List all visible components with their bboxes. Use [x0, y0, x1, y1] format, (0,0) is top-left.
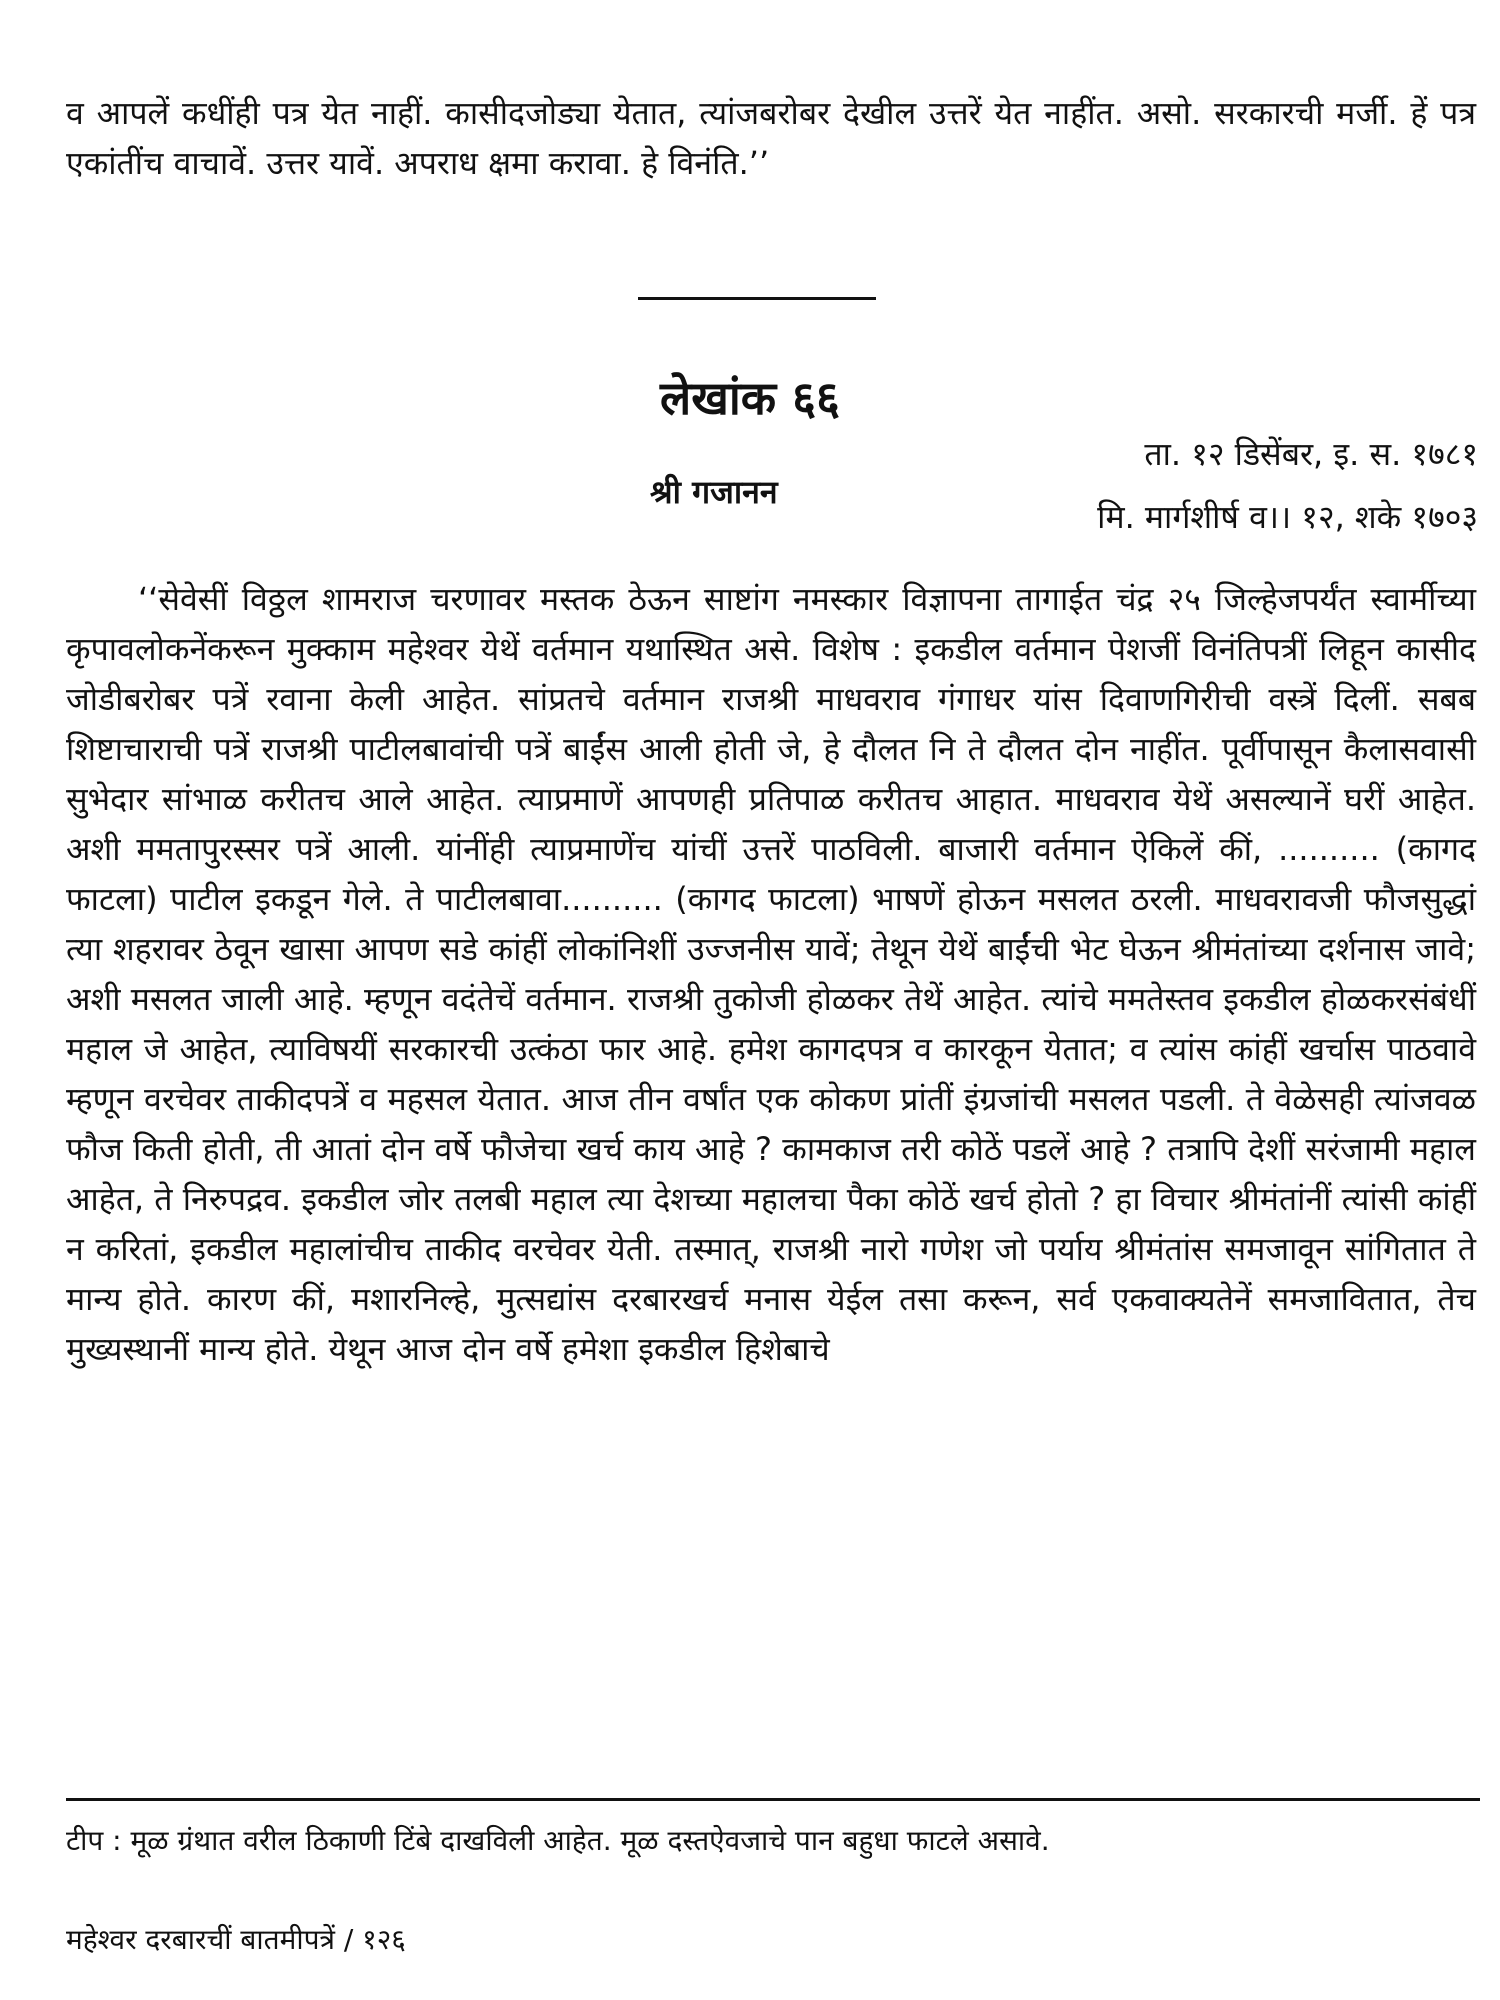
- invocation-text: श्री गजानन: [650, 473, 778, 511]
- letter-body-text: ‘‘सेवेसीं विठ्ठल शामराज चरणावर मस्तक ठेऊन साष्टांग नमस्कार विज्ञापना तागाईत चंद्र २५ जिल्हेजपर्यंत स्वार्मीच्या कृपावलोकनेंकरून मुक्काम महेश्वर येथें वर्तमान यथास्थित असे. विशेष : इकडील वर्तमान पेशजीं विनंतिपत्रीं लिहून कासीद जोडीबरोबर पत्रें रवाना केली आहेत. सांप्रतचे वर्तमान राजश्री माधवराव गंगाधर यांस दिवाणगिरीची वस्त्रें दिलीं. सबब शिष्टाचाराची पत्रें राजश्री पाटीलबावांची पत्रें बाईंस आली होती जे, हे दौलत नि ते दौलत दोन नाहींत. पूर्वीपासून कैलासवासी सुभेदार सांभाळ करीतच आले आहेत. त्याप्रमाणें आपणही प्रतिपाळ करीतच आहात. माधवराव येथें असल्यानें घरीं आहेत. अशी ममतापुरस्सर पत्रें आली. यांनींही त्याप्रमाणेंच यांचीं उत्तरें पाठविली. बाजारी वर्तमान ऐकिलें कीं, .......... (कागद फाटला) पाटील इकडून गेले. ते पाटीलबावा.......... (कागद फाटला) भाषणें होऊन मसलत ठरली. माधवरावजी फौजसुद्धां त्या शहरावर ठेवून खासा आपण सडे कांहीं लोकांनिशीं उज्जनीस यावें; तेथून येथें बाईंची भेट घेऊन श्रीमंतांच्या दर्शनास जावे; अशी मसलत जाली आहे. म्हणून वदंतेचें वर्तमान. राजश्री तुकोजी होळकर तेथें आहेत. त्यांचे ममतेस्तव इकडील होळकरसंबंधीं महाल जे आहेत, त्याविषयीं सरकारची उत्कंठा फार आहे. हमेश कागदपत्र व कारकून येतात; व त्यांस कांहीं खर्चास पाठवावे म्हणून वरचेवर ताकीदपत्रें व महसल येतात. आज तीन वर्षांत एक कोकण प्रांतीं इंग्रजांची मसलत पडली. ते वेळेसही त्यांजवळ फौज किती होती, ती आतां दोन वर्षे फौजेचा खर्च काय आहे ? कामकाज तरी कोठें पडलें आहे ? तत्रापि देशीं सरंजामी महाल आहेत, ते निरुपद्रव. इकडील जोर तलबी महाल त्या देशच्या महालचा पैका कोठें खर्च होतो ? हा विचार श्रीमंतांनीं त्यांसी कांहीं न करितां, इकडील महालांचीच ताकीद वरचेवर येती. तस्मात्, राजश्री नारो गणेश जो पर्याय श्रीमंतांस समजावून सांगितात ते मान्य होते. कारण कीं, मशारनिल्हे, मुत्सद्यांस दरबारखर्च मनास येईल तसा करून, सर्व एकवाक्यतेनें समजावितात, तेच मुख्यस्थानीं मान्य होते. येथून आज दोन वर्षे हमेशा इकडील हिशेबाचे: [66, 580, 1476, 1368]
- running-footer-title-page-number: महेश्वर दरबारचीं बातमीपत्रें / १२६: [66, 1923, 406, 1956]
- letter-body-paragraph: [66, 574, 1476, 1374]
- footnote-separator-rule: [66, 1798, 1480, 1801]
- hindu-calendar-date-line: मि. मार्गशीर्ष व।। १२, शके १७०३: [1097, 498, 1478, 536]
- section-separator-rule: [638, 297, 876, 300]
- letter-number-heading: लेखांक ६६: [660, 371, 840, 425]
- previous-letter-closing-paragraph: व आपलें कधींही पत्र येत नाहीं. कासीदजोड्या येतात, त्यांजबरोबर देखील उत्तरें येत नाहींत. असो. सरकारची मर्जी. हें पत्र एकांतींच वाचावें. उत्तर यावें. अपराध क्षमा करावा. हे विनंति.’’: [66, 94, 1476, 182]
- gregorian-date-line: ता. १२ डिसेंबर, इ. स. १७८१: [1144, 435, 1478, 473]
- footnote: टीप : मूळ ग्रंथात वरील ठिकाणी टिंबे दाखविली आहेत. मूळ दस्तऐवजाचे पान बहुधा फाटले असावे.: [66, 1824, 1050, 1857]
